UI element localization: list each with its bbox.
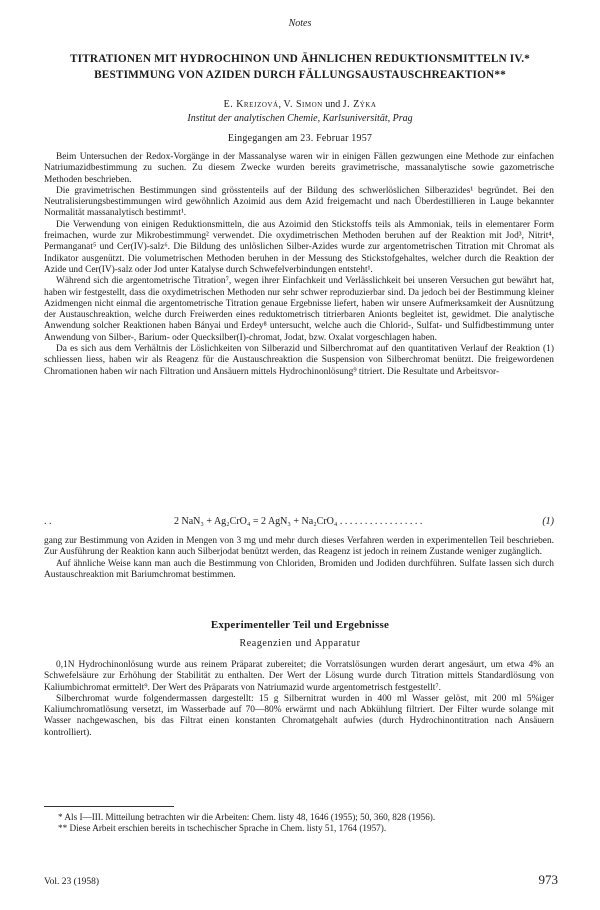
paragraph: Die gravimetrischen Bestimmungen sind grösstenteils auf der Bildung des schwerlöslichen Silberazides¹ begründet. Bei den Neutralisierungsbestimmungen wird gewöhnlich Azoimid aus dem Azid freigemacht und nach Überdestillieren in Lauge bekannter Normalität massanalytisch bestimmt¹.	[44, 185, 554, 219]
experimental-text	[44, 660, 554, 739]
institute-affiliation: Institut der analytischen Chemie, Karlsuniversität, Prag	[187, 113, 413, 124]
paragraph: gang zur Bestimmung von Aziden in Mengen von 3 mg und mehr durch dieses Verfahren werden in experimentellen Teil beschrieben. Zur Ausführung der Reaktion kann auch Silberjodat benützt werden, das Reagenz ist jedoch in reinem Zustande weniger zugänglich.	[44, 536, 554, 558]
page-number: 973	[538, 872, 558, 887]
paragraph: Beim Untersuchen der Redox-Vorgänge in der Massanalyse waren wir in einigen Fällen gezwungen eine Methode zur einfachen Natriumazidbestimmung zu suchen. Zu diesem Zwecke wurden bereits gravimetrische, massanalytische sowie gazometrische Methoden beschrieben.	[44, 152, 554, 185]
running-head: Notes	[288, 18, 312, 29]
article-title-line-2: BESTIMMUNG VON AZIDEN DURCH FÄLLUNGSAUSTAUSCHREAKTION**	[94, 69, 506, 81]
author-krejzova: E. Krejzová	[223, 99, 279, 110]
author-line	[0, 99, 600, 110]
footnote-rule	[44, 806, 174, 807]
author-separator: ,	[278, 99, 282, 110]
paragraph: Die Verwendung von einigen Reduktionsmitteln, die aus Azoimid den Stickstoffs teils als Ammoniak, teils in elementarer Form freimachen, wurde zur Mikrobestimmung² verwendet. Die oxydimetrischen Methoden beruhen auf der Reaktion mit Jod³, Nitrit⁴, Permanganat⁵ und Cer(IV)-salz⁶. Die Bildung des unlöslichen Silber-Azides wurde zur argentometrischen Titration mit Chromat als Indikator ausgenützt. Die volumetrischen Methoden beruhen in der Messung des Stickstofgehaltes, welcher durch die Reaktion der Azide und Cer(IV)-salz oder Jod unter Katalyse durch Schwefelverbindungen entsteht¹.	[44, 219, 554, 275]
volume-info: Vol. 23 (1958)	[44, 877, 99, 887]
footnote: ** Diese Arbeit erschien bereits in tschechischer Sprache in Chem. listy 51, 1764 (1957).	[58, 823, 387, 833]
article-title-line-1: TITRATIONEN MIT HYDROCHINON UND ÄHNLICHEN REDUKTIONSMITTELN IV.*	[70, 53, 530, 65]
footnote: * Als I—III. Mitteilung betrachten wir die Arbeiten: Chem. listy 48, 1646 (1955); 50, 360, 828 (1956).	[58, 812, 436, 822]
subsection-heading: Reagenzien und Apparatur	[239, 638, 361, 649]
equation-1	[44, 516, 554, 530]
author-simon: V. Simon	[283, 99, 323, 110]
paragraph: Silberchromat wurde folgendermassen dargestellt: 15 g Silbernitrat wurden in 400 ml Wasser gelöst, mit 200 ml 5%iger Kaliumchromatlösung versetzt, im Wasserbade auf 70—80% erwärmt und nach Abkühlung filtriert. Der Filter wurde solange mit Wasser nachgewaschen, bis das Filtrat einen konstanten Chromatgehalt aufwies (durch Hydrochinontitration nach Ansäuern kontrolliert).	[44, 693, 554, 738]
equation-leader: . .	[44, 516, 52, 527]
section-heading: Experimenteller Teil und Ergebnisse	[210, 619, 390, 631]
paragraph: Während sich die argentometrische Titration⁷, wegen ihrer Einfachkeit und Verlässlichkeit bei unseren Versuchen gut bewährt hat, haben wir festgestellt, dass die oxydimetrischen Methoden nur sehr schwer reproduzierbar sind. Da jedoch bei der Bestimmung kleiner Azidmengen nicht einmal die argentometrische Titration genaue Ergebnisse liefert, haben wir unsere Aufmerksamkeit der Ausnützung der Austauschreaktion, welche durch Freiwerden eines reduktometrisch titrierbaren Anionts begleitet ist, gewidmet. Die analytische Anwendung solcher Reaktionen haben Bányai und Erdey⁸ untersucht, welche auch die Chlorid-, Sulfat- und Sulfidbestimmung unter Anwendung von Silber-, Barium- oder Quecksilber(I)-chromat, Jodat, bzw. Oxalat vorgeschlagen haben.	[44, 276, 554, 343]
intro-text	[44, 152, 554, 378]
author-zyka: J. Zýka	[342, 99, 377, 110]
post-equation-text	[44, 536, 554, 581]
received-date: Eingegangen am 23. Februar 1957	[227, 133, 373, 144]
paragraph: Auf ähnliche Weise kann man auch die Bestimmung von Chloriden, Bromiden und Jodiden durchführen. Sulfate lassen sich durch Austauschreaktion mit Bariumchromat bestimmen.	[44, 558, 554, 580]
paragraph: Da es sich aus dem Verhältnis der Löslichkeiten von Silberazid und Silberchromat auf den quantitativen Verlauf der Reaktion (1) schliessen liess, haben wir als Reagenz für die Austauschreaktion die Suspension von Silberchromat benützt. Die freigewordenen Chromationen haben wir nach Filtration und Ansäuern mittels Hydrochinonlösung⁹ titriert. Die Resultate und Arbeitsvor-	[44, 344, 554, 377]
equation-number: (1)	[542, 516, 554, 527]
equation-body: 2 NaN₃ + Ag₂CrO₄ = 2 AgN₃ + Na₂CrO₄ . . . . . . . . . . . . . . . . .	[174, 516, 423, 527]
author-conjunction: und	[325, 99, 341, 110]
footnotes	[44, 812, 554, 834]
paragraph: 0,1N Hydrochinonlösung wurde aus reinem Präparat zubereitet; die Vorratslösungen wurden derart angesäurt, um etwa 4% an Schwefelsäure zur Erhöhung der Stabilität zu enthalten. Der Wert der Lösung wurde durch Titration mittels Standardlösung von Kaliumbichromat ermittelt⁹. Der Wert des Präparats von Natriumazid wurde argentometrisch festgestellt⁷.	[44, 660, 554, 693]
